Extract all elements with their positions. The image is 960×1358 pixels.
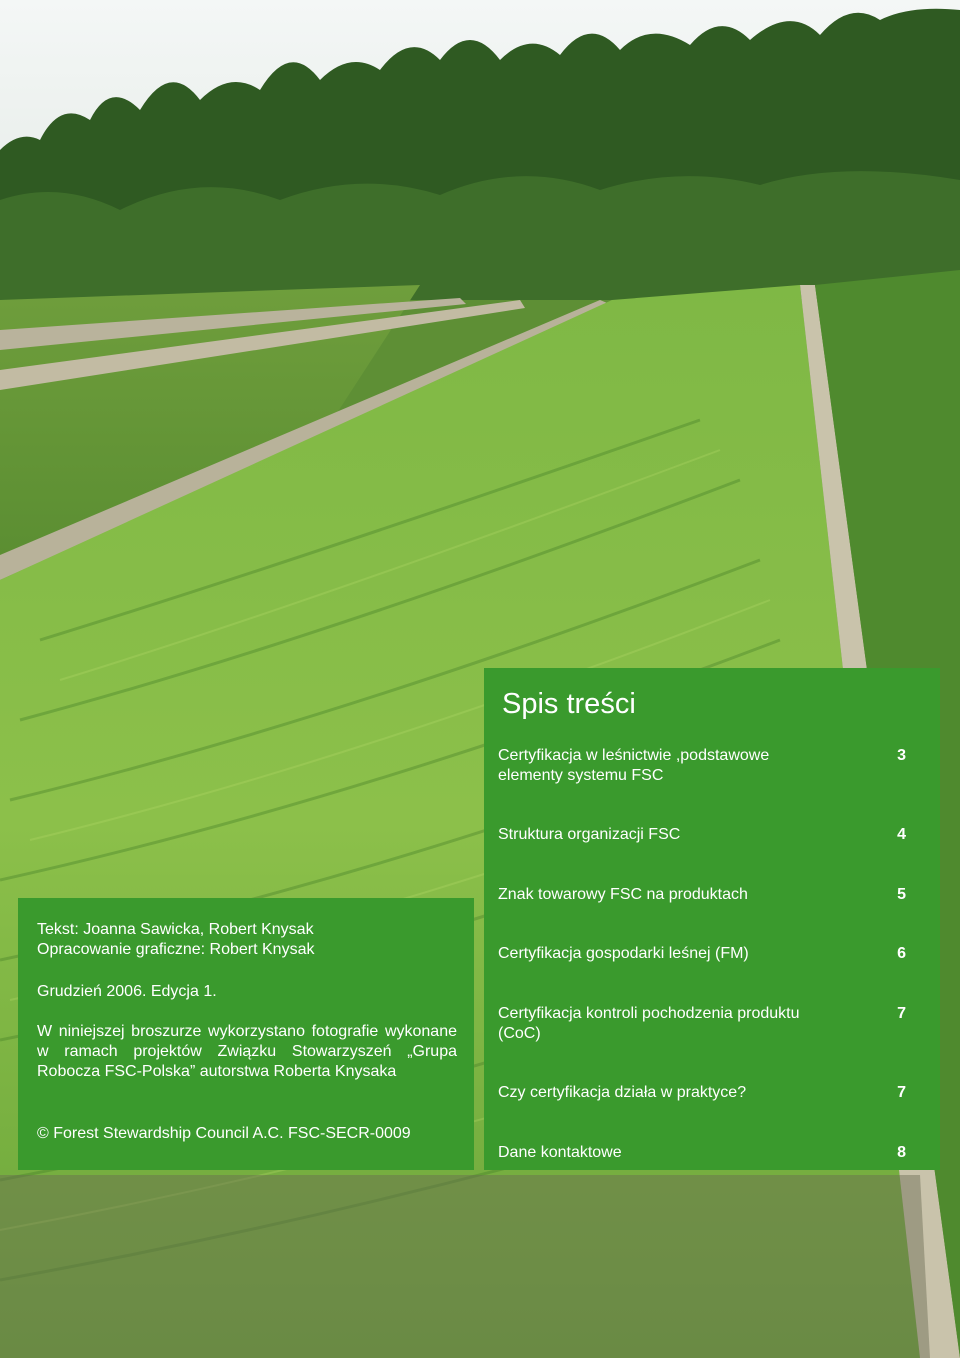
table-of-contents — [484, 668, 940, 1170]
toc-item-label: Znak towarowy FSC na produktach — [498, 886, 748, 903]
toc-item-label: Certyfikacja w leśnictwie ,podstawowe elementy systemu FSC — [498, 747, 770, 784]
credits-panel — [18, 898, 474, 1170]
photo-credit-note: W niniejszej broszurze wykorzystano fotografie wykonane w ramach projektów Związku Stowarzyszeń „Grupa Robocza FSC-Polska” autorstwa Roberta Knysaka — [37, 1023, 457, 1080]
toc-item[interactable] — [498, 885, 918, 927]
toc-item-page: 3 — [897, 747, 906, 764]
toc-item-page: 7 — [897, 1005, 906, 1022]
toc-item-page: 7 — [897, 1084, 906, 1101]
toc-item-label: Certyfikacja kontroli pochodzenia produktu (CoC) — [498, 1005, 800, 1042]
toc-item[interactable] — [498, 1083, 918, 1125]
text-author-line: Tekst: Joanna Sawicka, Robert Knysak — [37, 921, 314, 938]
toc-item-label: Certyfikacja gospodarki leśnej (FM) — [498, 945, 749, 962]
toc-item[interactable] — [498, 944, 918, 986]
graphics-author-line: Opracowanie graficzne: Robert Knysak — [37, 941, 315, 958]
toc-item[interactable] — [498, 825, 918, 867]
toc-item-page: 6 — [897, 945, 906, 962]
toc-item[interactable] — [498, 746, 918, 788]
edition-date: Grudzień 2006. Edycja 1. — [37, 983, 217, 1000]
toc-item-page: 8 — [897, 1144, 906, 1161]
toc-item-label: Czy certyfikacja działa w praktyce? — [498, 1084, 747, 1101]
copyright-line: © Forest Stewardship Council A.C. FSC-SECR-0009 — [37, 1125, 411, 1142]
toc-item-label: Struktura organizacji FSC — [498, 826, 681, 843]
toc-item-page: 4 — [897, 826, 906, 843]
toc-title: Spis treści — [502, 688, 636, 720]
toc-item-label: Dane kontaktowe — [498, 1144, 622, 1161]
toc-item[interactable] — [498, 1004, 918, 1046]
toc-item[interactable] — [498, 1143, 918, 1185]
toc-item-page: 5 — [897, 886, 906, 903]
